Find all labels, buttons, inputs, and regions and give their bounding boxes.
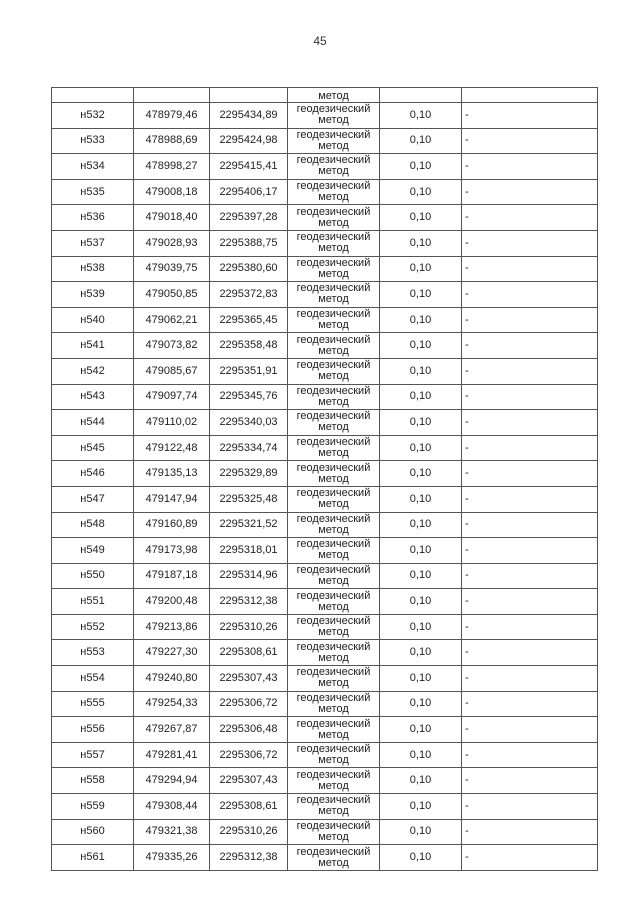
cell-method: геодезический метод: [288, 819, 380, 845]
cell-point-name: н550: [52, 563, 134, 589]
coordinates-table: [51, 87, 598, 871]
cell-note: -: [462, 205, 598, 231]
cell-y: 2295321,52: [210, 512, 288, 538]
cell-note: -: [462, 819, 598, 845]
table-row: [52, 640, 598, 666]
table-row: [52, 512, 598, 538]
cell-accuracy: 0,10: [380, 282, 462, 308]
cell-y: 2295345,76: [210, 384, 288, 410]
table-row: [52, 358, 598, 384]
table-row: [52, 410, 598, 436]
table-row: [52, 230, 598, 256]
cell-x: 479200,48: [134, 589, 210, 615]
cell-x: 479018,40: [134, 205, 210, 231]
cell-x: 479187,18: [134, 563, 210, 589]
cell-name: [52, 88, 134, 103]
cell-method: геодезический метод: [288, 205, 380, 231]
cell-point-name: н553: [52, 640, 134, 666]
cell-y: 2295351,91: [210, 358, 288, 384]
cell-note: [462, 88, 598, 103]
cell-x: [134, 88, 210, 103]
cell-y: 2295325,48: [210, 486, 288, 512]
table-row: [52, 154, 598, 180]
table-row: [52, 717, 598, 743]
cell-y: 2295434,89: [210, 103, 288, 129]
cell-accuracy: 0,10: [380, 358, 462, 384]
cell-note: -: [462, 538, 598, 564]
cell-y: 2295312,38: [210, 589, 288, 615]
cell-point-name: н542: [52, 358, 134, 384]
cell-y: [210, 88, 288, 103]
cell-method: геодезический метод: [288, 845, 380, 871]
cell-note: -: [462, 154, 598, 180]
cell-note: -: [462, 768, 598, 794]
cell-note: -: [462, 563, 598, 589]
cell-method: геодезический метод: [288, 435, 380, 461]
cell-x: 479335,26: [134, 845, 210, 871]
cell-method: геодезический метод: [288, 230, 380, 256]
cell-x: 479073,82: [134, 333, 210, 359]
table-row: [52, 614, 598, 640]
cell-point-name: н536: [52, 205, 134, 231]
cell-accuracy: 0,10: [380, 512, 462, 538]
table-row: [52, 384, 598, 410]
cell-accuracy: 0,10: [380, 486, 462, 512]
cell-point-name: н537: [52, 230, 134, 256]
cell-y: 2295406,17: [210, 179, 288, 205]
cell-point-name: н547: [52, 486, 134, 512]
table-row: [52, 205, 598, 231]
cell-note: -: [462, 742, 598, 768]
cell-accuracy: 0,10: [380, 435, 462, 461]
cell-x: 479135,13: [134, 461, 210, 487]
table-row: [52, 538, 598, 564]
cell-point-name: н533: [52, 128, 134, 154]
cell-accuracy: 0,10: [380, 819, 462, 845]
cell-note: -: [462, 256, 598, 282]
cell-note: -: [462, 435, 598, 461]
cell-accuracy: [380, 88, 462, 103]
cell-note: -: [462, 794, 598, 820]
cell-x: 479085,67: [134, 358, 210, 384]
cell-point-name: н545: [52, 435, 134, 461]
cell-point-name: н532: [52, 103, 134, 129]
cell-y: 2295306,48: [210, 717, 288, 743]
table-row: [52, 179, 598, 205]
cell-y: 2295372,83: [210, 282, 288, 308]
cell-note: -: [462, 717, 598, 743]
cell-y: 2295334,74: [210, 435, 288, 461]
table-row: [52, 589, 598, 615]
cell-x: 479240,80: [134, 666, 210, 692]
cell-accuracy: 0,10: [380, 845, 462, 871]
cell-x: 479281,41: [134, 742, 210, 768]
cell-x: 479097,74: [134, 384, 210, 410]
cell-y: 2295415,41: [210, 154, 288, 180]
cell-y: 2295307,43: [210, 666, 288, 692]
cell-accuracy: 0,10: [380, 461, 462, 487]
cell-note: -: [462, 589, 598, 615]
cell-accuracy: 0,10: [380, 666, 462, 692]
cell-accuracy: 0,10: [380, 205, 462, 231]
cell-method: геодезический метод: [288, 282, 380, 308]
cell-note: -: [462, 640, 598, 666]
cell-x: 479227,30: [134, 640, 210, 666]
cell-y: 2295424,98: [210, 128, 288, 154]
cell-y: 2295308,61: [210, 640, 288, 666]
cell-method: геодезический метод: [288, 128, 380, 154]
cell-x: 479110,02: [134, 410, 210, 436]
cell-y: 2295388,75: [210, 230, 288, 256]
cell-y: 2295314,96: [210, 563, 288, 589]
cell-accuracy: 0,10: [380, 256, 462, 282]
cell-method: геодезический метод: [288, 538, 380, 564]
table-row: [52, 333, 598, 359]
cell-point-name: н546: [52, 461, 134, 487]
cell-method: метод: [288, 88, 380, 103]
cell-accuracy: 0,10: [380, 230, 462, 256]
cell-method: геодезический метод: [288, 256, 380, 282]
cell-note: -: [462, 512, 598, 538]
cell-note: -: [462, 103, 598, 129]
cell-accuracy: 0,10: [380, 717, 462, 743]
cell-x: 478988,69: [134, 128, 210, 154]
table-row: [52, 666, 598, 692]
table-row: [52, 256, 598, 282]
cell-note: -: [462, 358, 598, 384]
cell-accuracy: 0,10: [380, 614, 462, 640]
cell-y: 2295318,01: [210, 538, 288, 564]
cell-method: геодезический метод: [288, 179, 380, 205]
continued-row: [52, 88, 598, 103]
cell-accuracy: 0,10: [380, 179, 462, 205]
cell-accuracy: 0,10: [380, 154, 462, 180]
cell-method: геодезический метод: [288, 358, 380, 384]
cell-x: 479062,21: [134, 307, 210, 333]
cell-accuracy: 0,10: [380, 128, 462, 154]
table-row: [52, 128, 598, 154]
cell-note: -: [462, 179, 598, 205]
table-row: [52, 768, 598, 794]
cell-point-name: н540: [52, 307, 134, 333]
cell-method: геодезический метод: [288, 666, 380, 692]
cell-method: геодезический метод: [288, 410, 380, 436]
cell-point-name: н548: [52, 512, 134, 538]
table-row: [52, 282, 598, 308]
cell-y: 2295307,43: [210, 768, 288, 794]
cell-y: 2295310,26: [210, 819, 288, 845]
cell-y: 2295329,89: [210, 461, 288, 487]
table-row: [52, 794, 598, 820]
cell-note: -: [462, 666, 598, 692]
cell-accuracy: 0,10: [380, 410, 462, 436]
cell-x: 479213,86: [134, 614, 210, 640]
cell-y: 2295340,03: [210, 410, 288, 436]
cell-note: -: [462, 614, 598, 640]
cell-note: -: [462, 282, 598, 308]
cell-y: 2295306,72: [210, 691, 288, 717]
cell-point-name: н554: [52, 666, 134, 692]
cell-y: 2295308,61: [210, 794, 288, 820]
cell-note: -: [462, 845, 598, 871]
cell-accuracy: 0,10: [380, 768, 462, 794]
cell-method: геодезический метод: [288, 717, 380, 743]
cell-point-name: н552: [52, 614, 134, 640]
table-row: [52, 435, 598, 461]
cell-accuracy: 0,10: [380, 691, 462, 717]
cell-y: 2295365,45: [210, 307, 288, 333]
cell-point-name: н544: [52, 410, 134, 436]
cell-x: 479321,38: [134, 819, 210, 845]
table-row: [52, 691, 598, 717]
cell-point-name: н539: [52, 282, 134, 308]
cell-x: 479050,85: [134, 282, 210, 308]
cell-method: геодезический метод: [288, 512, 380, 538]
cell-method: геодезический метод: [288, 614, 380, 640]
table-row: [52, 486, 598, 512]
cell-x: 479294,94: [134, 768, 210, 794]
page-number: 45: [313, 34, 327, 48]
cell-point-name: н543: [52, 384, 134, 410]
cell-accuracy: 0,10: [380, 640, 462, 666]
cell-y: 2295358,48: [210, 333, 288, 359]
cell-y: 2295306,72: [210, 742, 288, 768]
cell-y: 2295397,28: [210, 205, 288, 231]
cell-accuracy: 0,10: [380, 538, 462, 564]
table-row: [52, 461, 598, 487]
cell-accuracy: 0,10: [380, 742, 462, 768]
cell-method: геодезический метод: [288, 103, 380, 129]
cell-point-name: н551: [52, 589, 134, 615]
cell-x: 479147,94: [134, 486, 210, 512]
cell-method: геодезический метод: [288, 640, 380, 666]
cell-note: -: [462, 691, 598, 717]
table-row: [52, 307, 598, 333]
cell-note: -: [462, 333, 598, 359]
cell-method: геодезический метод: [288, 461, 380, 487]
cell-method: геодезический метод: [288, 691, 380, 717]
cell-point-name: н535: [52, 179, 134, 205]
cell-x: 479308,44: [134, 794, 210, 820]
cell-point-name: н538: [52, 256, 134, 282]
cell-point-name: н549: [52, 538, 134, 564]
cell-y: 2295310,26: [210, 614, 288, 640]
cell-accuracy: 0,10: [380, 563, 462, 589]
cell-method: геодезический метод: [288, 589, 380, 615]
cell-x: 479039,75: [134, 256, 210, 282]
cell-point-name: н556: [52, 717, 134, 743]
cell-method: геодезический метод: [288, 563, 380, 589]
table-row: [52, 819, 598, 845]
cell-x: 478979,46: [134, 103, 210, 129]
table-row: [52, 845, 598, 871]
cell-note: -: [462, 307, 598, 333]
cell-x: 479173,98: [134, 538, 210, 564]
cell-x: 479008,18: [134, 179, 210, 205]
cell-x: 479267,87: [134, 717, 210, 743]
cell-point-name: н560: [52, 819, 134, 845]
cell-note: -: [462, 384, 598, 410]
cell-accuracy: 0,10: [380, 333, 462, 359]
cell-x: 479028,93: [134, 230, 210, 256]
cell-accuracy: 0,10: [380, 794, 462, 820]
cell-accuracy: 0,10: [380, 384, 462, 410]
cell-note: -: [462, 410, 598, 436]
cell-point-name: н534: [52, 154, 134, 180]
cell-note: -: [462, 461, 598, 487]
cell-y: 2295380,60: [210, 256, 288, 282]
cell-x: 479254,33: [134, 691, 210, 717]
cell-accuracy: 0,10: [380, 589, 462, 615]
cell-point-name: н557: [52, 742, 134, 768]
cell-accuracy: 0,10: [380, 103, 462, 129]
cell-note: -: [462, 486, 598, 512]
cell-method: геодезический метод: [288, 486, 380, 512]
cell-note: -: [462, 128, 598, 154]
cell-accuracy: 0,10: [380, 307, 462, 333]
table-row: [52, 742, 598, 768]
cell-y: 2295312,38: [210, 845, 288, 871]
cell-x: 478998,27: [134, 154, 210, 180]
cell-method: геодезический метод: [288, 794, 380, 820]
cell-point-name: н541: [52, 333, 134, 359]
cell-method: геодезический метод: [288, 154, 380, 180]
cell-method: геодезический метод: [288, 307, 380, 333]
table-row: [52, 563, 598, 589]
cell-point-name: н555: [52, 691, 134, 717]
cell-point-name: н561: [52, 845, 134, 871]
cell-note: -: [462, 230, 598, 256]
coordinates-table-body: [52, 88, 598, 871]
cell-method: геодезический метод: [288, 742, 380, 768]
table-row: [52, 103, 598, 129]
cell-x: 479122,48: [134, 435, 210, 461]
cell-method: геодезический метод: [288, 768, 380, 794]
cell-method: геодезический метод: [288, 384, 380, 410]
cell-x: 479160,89: [134, 512, 210, 538]
cell-point-name: н559: [52, 794, 134, 820]
cell-method: геодезический метод: [288, 333, 380, 359]
cell-point-name: н558: [52, 768, 134, 794]
